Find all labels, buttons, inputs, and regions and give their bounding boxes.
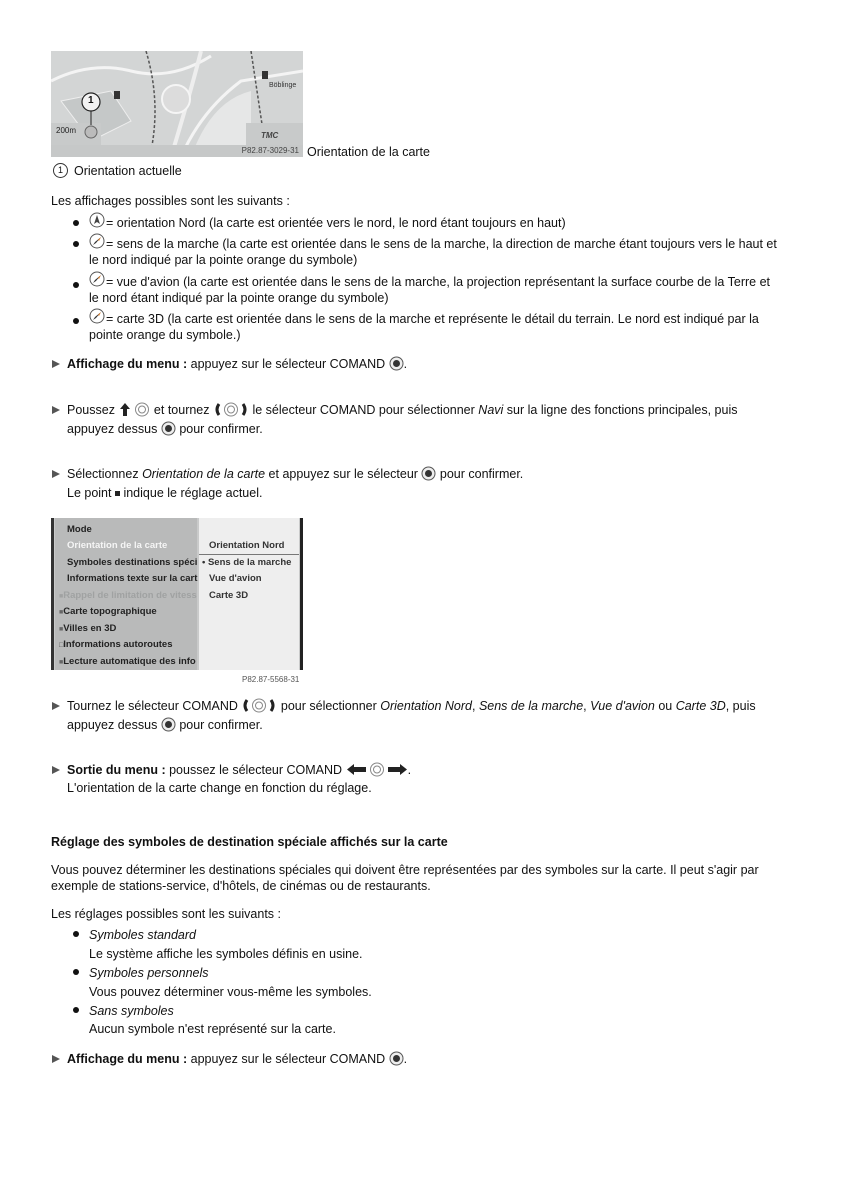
step-arrow-icon: [52, 766, 60, 774]
turn-controller-icon: [213, 402, 249, 421]
displays-intro: Les affichages possibles sont les suivants :: [51, 194, 290, 208]
bullet-icon: [73, 318, 79, 324]
submenu-item-active: • Sens de la marche: [202, 557, 292, 568]
display-item-cont: pointe orange du symbole.): [89, 328, 241, 342]
option-title: Symboles personnels: [89, 966, 209, 980]
selection-dot-icon: [115, 491, 120, 496]
step-push-turn: Poussez et tournez le sélecteur COMAND pour sélectionner Navi sur la ligne des fonctions principales, puis: [67, 402, 737, 421]
section-heading: Réglage des symboles de destination spéciale affichés sur la carte: [51, 835, 448, 849]
step-exit-result: L'orientation de la carte change en fonction du réglage.: [67, 781, 372, 795]
map-scale-label: 200m: [56, 126, 77, 135]
turn-controller-icon: [241, 698, 277, 717]
display-item-cont: le nord indiqué par la pointe orange du symbole): [89, 253, 358, 267]
step-select-orientation: Sélectionnez Orientation de la carte et appuyez sur le sélecteur pour confirmer.: [67, 466, 523, 485]
step-arrow-icon: [52, 406, 60, 414]
menu-item-checkbox: ■Lecture automatique des info: [59, 656, 196, 667]
map-screenshot: [51, 51, 303, 157]
display-item: = vue d'avion (la carte est orientée dans le sens de la marche, la projection représentant la surface courbe de la Terre et: [106, 275, 770, 289]
menu-border: [300, 518, 303, 670]
figure-code: P82.87-3029-31: [241, 146, 299, 155]
north-orientation-icon: [89, 212, 105, 231]
step-menu-display-2: Affichage du menu : appuyez sur le sélecteur COMAND .: [67, 1051, 407, 1070]
menu-item-disabled: ■Rappel de limitation de vitess: [59, 590, 197, 601]
section-paragraph: Vous pouvez déterminer les destinations spéciales qui doivent être représentées par des symboles sur la carte. Il peut s'agir par: [51, 863, 759, 877]
menu-item-checkbox: ■Villes en 3D: [59, 623, 117, 634]
heading-up-icon: [89, 233, 105, 252]
display-item-cont: le nord étant indiqué par la pointe orange du symbole): [89, 291, 389, 305]
menu-item: Informations texte sur la cart: [67, 573, 198, 584]
menu-border: [51, 518, 54, 670]
option-title: Symboles standard: [89, 928, 197, 942]
step-arrow-icon: [52, 1055, 60, 1063]
menu-item: Symboles destinations spéci: [67, 557, 198, 568]
step-turn-select-cont: appuyez dessus pour confirmer.: [67, 717, 263, 736]
step-arrow-icon: [52, 702, 60, 710]
menu-right-panel: [199, 518, 299, 670]
press-controller-icon: [389, 356, 404, 375]
settings-intro: Les réglages possibles sont les suivants :: [51, 907, 281, 921]
map-footer-strip: [51, 145, 303, 157]
menu-left-panel: [55, 518, 197, 670]
step-exit-menu: Sortie du menu : poussez le sélecteur COMAND .: [67, 762, 411, 781]
option-desc: Le système affiche les symboles définis en usine.: [89, 947, 363, 961]
step-select-orientation-cont: Le point indique le réglage actuel.: [67, 486, 263, 500]
step-label: Affichage du menu :: [67, 357, 188, 371]
legend-text: Orientation actuelle: [74, 164, 182, 178]
menu-item-checkbox: ■Carte topographique: [59, 606, 157, 617]
push-up-controller-icon: [118, 402, 150, 421]
display-item: = orientation Nord (la carte est orientée vers le nord, le nord étant toujours en haut): [106, 216, 566, 230]
press-controller-icon: [389, 1051, 404, 1070]
bullet-icon: [73, 220, 79, 226]
menu-item: Mode: [67, 524, 92, 535]
press-controller-icon: [421, 466, 436, 485]
heading-up-icon: [89, 308, 105, 327]
push-left-right-controller-icon: [346, 762, 408, 781]
display-item: = carte 3D (la carte est orientée dans le sens de la marche et représente le détail du terrain. Le nord est indiqué par la: [106, 312, 759, 326]
option-desc: Vous pouvez déterminer vous-même les symboles.: [89, 985, 372, 999]
submenu-item: Orientation Nord: [209, 540, 285, 551]
bullet-icon: [73, 241, 79, 247]
step-arrow-icon: [52, 360, 60, 368]
option-desc: Aucun symbole n'est représenté sur la carte.: [89, 1022, 336, 1036]
option-title: Sans symboles: [89, 1004, 174, 1018]
tmc-logo: TMC: [261, 131, 279, 140]
submenu-item: Vue d'avion: [209, 573, 262, 584]
step-label: Sortie du menu :: [67, 763, 166, 777]
menu-screenshot: [51, 518, 303, 670]
press-controller-icon: [161, 421, 176, 440]
submenu-divider: [199, 554, 299, 555]
bullet-icon: [73, 931, 79, 937]
section-paragraph-cont: exemple de stations-service, d'hôtels, de cinémas ou de restaurants.: [51, 879, 431, 893]
map-place-label: Böblinge: [269, 82, 297, 89]
heading-up-icon: [89, 271, 105, 290]
menu-item-selected: Orientation de la carte: [67, 540, 168, 551]
callout-circle-icon: 1: [53, 163, 68, 178]
menu-item-checkbox: □Informations autoroutes: [59, 639, 173, 650]
press-controller-icon: [161, 717, 176, 736]
submenu-item: Carte 3D: [209, 590, 249, 601]
bullet-icon: [73, 1007, 79, 1013]
step-turn-select: Tournez le sélecteur COMAND pour sélectionner Orientation Nord, Sens de la marche, Vue d'avion ou Carte 3D, puis: [67, 698, 756, 717]
step-menu-display: Affichage du menu : appuyez sur le sélecteur COMAND .: [67, 356, 407, 375]
display-item: = sens de la marche (la carte est orientée dans le sens de la marche, la direction de marche étant toujours vers le haut et: [106, 237, 777, 251]
bullet-icon: [73, 282, 79, 288]
step-arrow-icon: [52, 470, 60, 478]
bullet-icon: [73, 969, 79, 975]
step-push-turn-cont: appuyez dessus pour confirmer.: [67, 421, 263, 440]
step-label: Affichage du menu :: [67, 1052, 188, 1066]
figure-caption: Orientation de la carte: [307, 145, 430, 159]
map-callout-number: 1: [88, 95, 94, 106]
figure-code: P82.87-5568-31: [242, 675, 300, 684]
